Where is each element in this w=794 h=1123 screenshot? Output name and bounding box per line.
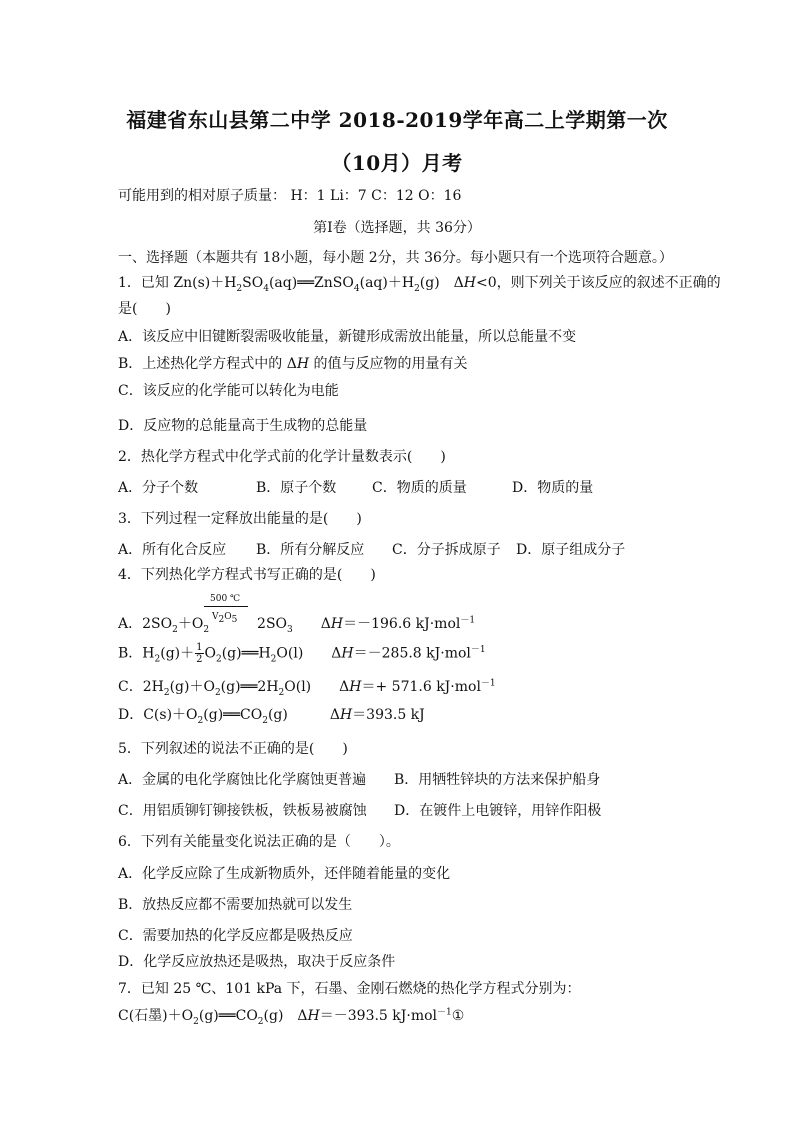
question-2-option-b: B．原子个数	[256, 480, 337, 496]
reaction-temperature-label: 500 ℃	[210, 594, 241, 604]
question-4-stem: 4．下列热化学方程式书写正确的是( )	[118, 567, 376, 583]
question-2-option-c: C．物质的质量	[372, 480, 467, 496]
exam-title-line2: （10月）月考	[331, 151, 463, 175]
atomic-mass-note: 可能用到的相对原子质量： H：1 Li：7 C：12 O：16	[118, 188, 462, 204]
question-5-options-ab	[118, 770, 600, 790]
question-3-stem: 3．下列过程一定释放出能量的是( )	[118, 511, 362, 527]
question-5-options-cd	[118, 801, 601, 821]
question-3-option-c: C．分子拆成原子	[392, 542, 501, 558]
question-3-option-d: D．原子组成分子	[516, 542, 626, 558]
question-4-option-d: D．$C(s)+O_2(g)══CO_2(g)$ ΔH＝393.5 kJ	[118, 707, 425, 726]
question-6-option-a: A．化学反应除了生成新物质外，还伴随着能量的变化	[118, 866, 451, 882]
question-2-options	[118, 478, 593, 498]
question-3-option-b: B．所有分解反应	[256, 542, 365, 558]
question-3-options	[118, 540, 625, 560]
question-1-stem: 1．已知 $Zn(s)+H_2SO_4(aq)══ZnSO_4(aq)+H_2(g)$ ΔH<0，则下列关于该反应的叙述不正确的	[118, 275, 721, 294]
question-7-stem: 7．已知 25 ℃、101 kPa 下，石墨、金刚石燃烧的热化学方程式分别为：	[118, 981, 581, 997]
question-5-option-c: C．用铝质铆钉铆接铁板，铁板易被腐蚀	[118, 803, 367, 819]
question-6-option-d: D．化学反应放热还是吸热，取决于反应条件	[118, 954, 396, 970]
question-5-option-a: A．金属的电化学腐蚀比化学腐蚀更普遍	[118, 772, 367, 788]
question-2-option-a: A．分子个数	[118, 480, 199, 496]
question-4-option-a: A．$2SO_2+O_2$ $2SO_3$ ΔH＝－196.6 kJ·mol$^{-1}$	[118, 615, 476, 635]
question-6-stem: 6．下列有关能量变化说法正确的是（ ）。	[118, 834, 400, 850]
question-1-option-d: D．反应物的总能量高于生成物的总能量	[118, 418, 368, 434]
section-heading: 第Ⅰ卷（选择题，共 36分）	[313, 220, 481, 236]
question-3-option-a: A．所有化合反应	[118, 542, 227, 558]
question-7-equation-1: C(石墨)$+O_2(g)══CO_2(g)$ ΔH＝－393.5 kJ·mol$^{-1}$①	[118, 1007, 465, 1027]
exam-title-line1: 福建省东山县第二中学 2018-2019学年高二上学期第一次	[126, 108, 668, 132]
question-2-option-d: D．物质的量	[512, 480, 594, 496]
question-1-option-a: A．该反应中旧键断裂需吸收能量，新键形成需放出能量，所以总能量不变	[118, 329, 577, 345]
question-2-stem: 2．热化学方程式中化学式前的化学计量数表示( )	[118, 449, 446, 465]
question-5-stem: 5．下列叙述的说法不正确的是( )	[118, 741, 348, 757]
question-4-option-b: B．$H_2(g)+$ $\frac{1}{2}$ $O_2(g)══H_2O(l)$ ΔH＝－285.8 kJ·mol$^{-1}$	[118, 642, 486, 665]
question-4-option-c: C．$2H_2(g)+O_2(g)══2H_2O(l)$ ΔH＝+ 571.6 kJ·mol$^{-1}$	[118, 678, 496, 698]
question-5-option-d: D．在镀件上电镀锌，用锌作阳极	[394, 803, 602, 819]
reaction-catalyst-label: $V_2O_5$	[212, 612, 238, 625]
question-5-option-b: B．用牺牲锌块的方法来保护船身	[394, 772, 601, 788]
reaction-arrow	[204, 606, 248, 607]
question-1-option-b: B．上述热化学方程式中的 ΔH 的值与反应物的用量有关	[118, 356, 468, 372]
part-instructions: 一、选择题（本题共有 18小题，每小题 2分，共 36分。每小题只有一个选项符合题意。）	[118, 250, 673, 266]
question-6-option-c: C．需要加热的化学反应都是吸热反应	[118, 928, 353, 944]
question-1-stem-cont: 是( )	[118, 301, 171, 317]
question-6-option-b: B．放热反应都不需要加热就可以发生	[118, 897, 353, 913]
question-1-option-c: C．该反应的化学能可以转化为电能	[118, 383, 339, 399]
